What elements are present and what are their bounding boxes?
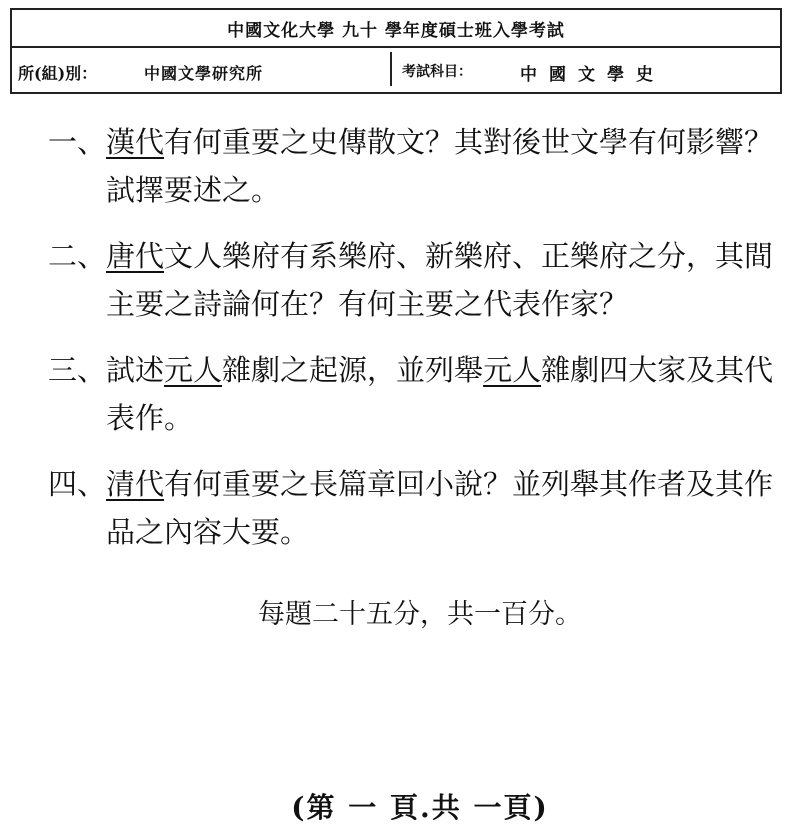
question-number: 三、 xyxy=(48,353,107,387)
question-body: 有何重要之史傳散文？其對後世文學有何影響？試擇要述之。 xyxy=(106,125,774,207)
question-4 xyxy=(48,460,788,556)
score-note: 每題二十五分，共一百分。 xyxy=(258,599,582,630)
question-body: 有何重要之長篇章回小說？並列舉其作者及其作品之內容大要。 xyxy=(106,467,774,549)
header-divider xyxy=(390,52,392,86)
question-body: 試述 xyxy=(106,353,165,387)
exam-header xyxy=(10,8,782,94)
department-label: 所(組)別： xyxy=(18,64,98,83)
question-text xyxy=(106,232,788,328)
question-number: 一、 xyxy=(48,125,107,159)
question-body: 文人樂府有系樂府、新樂府、正樂府之分，其間主要之詩論何在？有何主要之代表作家？ xyxy=(106,239,774,321)
question-highlight: 元人 xyxy=(483,353,542,387)
question-highlight: 唐代 xyxy=(106,239,165,273)
question-body: 雜劇之起源，並列舉 xyxy=(222,353,484,387)
exam-title: 中國文化大學 九十 學年度碩士班入學考試 xyxy=(12,10,780,48)
question-text xyxy=(106,346,788,442)
question-1 xyxy=(48,118,788,214)
question-text xyxy=(106,118,788,214)
question-number: 二、 xyxy=(48,239,107,273)
question-number: 四、 xyxy=(48,467,107,501)
question-body: 雜劇四大家及其代表作。 xyxy=(106,353,774,435)
department-value: 中國文學研究所 xyxy=(144,64,264,83)
subject-label: 考試科目： xyxy=(402,64,472,80)
question-highlight: 元人 xyxy=(164,353,223,387)
page-footer: (第 一 頁.共 一頁) xyxy=(291,791,549,824)
question-2 xyxy=(48,232,788,328)
question-highlight: 漢代 xyxy=(106,125,165,159)
question-3 xyxy=(48,346,788,442)
question-list xyxy=(48,118,788,574)
subject-value: 中國文學史 xyxy=(520,65,665,85)
question-text xyxy=(106,460,788,556)
question-highlight: 清代 xyxy=(106,467,165,501)
exam-info-row xyxy=(12,46,780,92)
